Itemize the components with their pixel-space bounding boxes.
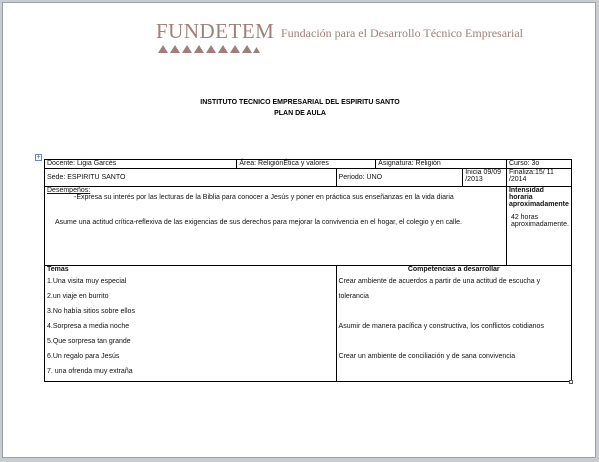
intensidad-value-2: aproximadamente. [510,221,569,228]
tema-item: 7. una ofrenda muy extraña [47,368,133,375]
desempeno-item-1: -Expresa su interés por las lecturas de la Biblia para conocer a Jesús y poner en práctica sus enseñanzas en la vida diaria [74,194,454,201]
plan-title: PLAN DE AULA [274,110,326,117]
docente-cell[interactable]: Docente: Ligia Garcés [45,160,237,169]
desempenos-label: Desempeños: [47,187,91,194]
logo-wordmark: FUNDETEM [156,19,275,43]
tema-item: 5.Que sorpresa tan grande [47,338,131,345]
competencia-line [339,334,569,349]
institution-title: INSTITUTO TECNICO EMPRESARIAL DEL ESPIRITU SANTO [200,99,400,106]
competencia-line: tolerancia [338,293,369,300]
table-resize-handle[interactable] [569,380,573,384]
competencia-line: Crear ambiente de acuerdos a partir de una actitud de escucha y [338,278,541,285]
sede-cell[interactable]: Sede: ESPIRITU SANTO [45,169,337,187]
document-page[interactable] [2,2,596,458]
finaliza-cell[interactable] [506,169,571,187]
logo-subtitle: Fundación para el Desarrollo Técnico Empresarial [281,26,524,40]
temas-label: Temas [47,266,69,273]
finaliza-date-line2: /2014 [508,176,527,183]
tema-item: 4.Sorpresa a media noche [47,323,130,330]
competencia-line: Crear un ambiente de conciliación y de sana convivencia [338,353,516,360]
competencias-label: Competencias a desarrollar [407,266,500,273]
asignatura-cell[interactable]: Asignatura: Religión [376,160,507,169]
inicia-date-line1: Inicia 09/09 [465,169,502,176]
intensidad-cell[interactable] [506,187,571,266]
tema-item: 6.Un regalo para Jesús [47,353,120,360]
logo-triangles-icon [158,43,260,53]
plan-table [44,159,572,382]
tema-item: 2.un viaje en burrito [47,293,109,300]
finaliza-date-line1: Finaliza:15/ 11 [508,169,554,176]
tema-item: 3.No había sitios sobre ellos [47,308,135,315]
table-move-handle-icon[interactable]: + [36,154,41,161]
inicia-cell[interactable] [463,169,507,187]
periodo-cell[interactable]: Periodo: UNO [336,169,463,187]
curso-cell[interactable]: Curso: 3o [506,160,571,169]
desempenos-cell[interactable] [45,187,507,266]
temas-cell[interactable] [45,266,337,382]
tema-item: 1.Una visita muy especial [47,278,127,285]
fundetem-logo [156,19,524,55]
competencias-cell[interactable] [336,266,571,382]
intensidad-value-1: 42 horas [510,214,539,221]
competencia-line: Asumir de manera pacífica y constructiva, los conflictos cotidianos [338,323,544,330]
area-cell[interactable]: Área: ReligiónÉtica y valores [237,160,376,169]
intensidad-label-1: Intensidad horaria [508,187,544,201]
inicia-date-line2: /2013 [465,176,483,183]
desempeno-item-2: Asume una actitud crítica-reflexiva de las exigencias de sus derechos para mejorar la convivencia en el hogar, el colegio y en calle. [55,219,462,226]
intensidad-label-2: aproximadamente [508,201,569,208]
competencia-line [339,304,569,319]
